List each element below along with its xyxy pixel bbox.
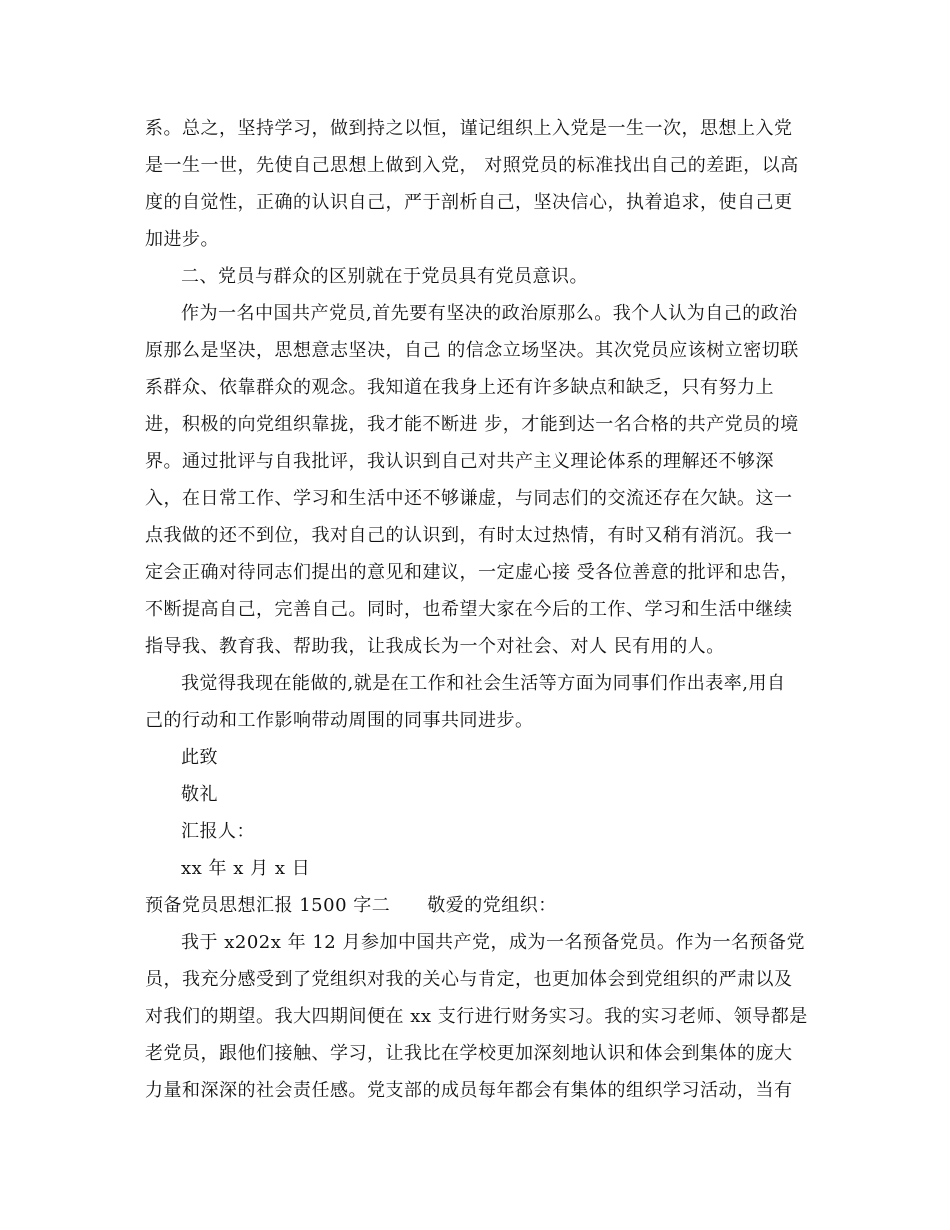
text-line: 系。总之，坚持学习，做到持之以恒，谨记组织上入党是一生一次，思想上入党 bbox=[145, 118, 793, 139]
section-heading: 二、党员与群众的区别就在于党员具有党员意识。 bbox=[181, 266, 588, 287]
report-date: xx 年 x 月 x 日 bbox=[181, 858, 311, 879]
text-line: 加进步。 bbox=[145, 229, 219, 250]
text-line: 进，积极的向党组织靠拢，我才能不断进 步，才能到达一名合格的共产党员的境 bbox=[145, 414, 799, 435]
text-line: 己的行动和工作影响带动周围的同事共同进步。 bbox=[145, 710, 534, 731]
text-line: 系群众、依靠群众的观念。我知道在我身上还有许多缺点和缺乏，只有努力上 bbox=[145, 377, 774, 398]
text-line: 原那么是坚决，思想意志坚决，自己 的信念立场坚决。其次党员应该树立密切联 bbox=[145, 340, 799, 361]
text-line: 定会正确对待同志们提出的意见和建议，一定虚心接 受各位善意的批评和忠告， bbox=[145, 562, 799, 583]
text-line: 员，我充分感受到了党组织对我的关心与肯定，也更加体会到党组织的严肃以及 bbox=[145, 969, 793, 990]
text-line: 点我做的还不到位，我对自己的认识到，有时太过热情，有时又稍有消沉。我一 bbox=[145, 525, 793, 546]
text-line: 指导我、教育我、帮助我，让我成长为一个对社会、对人 民有用的人。 bbox=[145, 636, 725, 657]
text-line: 老党员，跟他们接触、学习，让我比在学校更加深刻地认识和体会到集体的庞大 bbox=[145, 1043, 793, 1064]
text-line: 界。通过批评与自我批评，我认识到自己对共产主义理论体系的理解还不够深 bbox=[145, 451, 774, 472]
text-line: 不断提高自己，完善自己。同时，也希望大家在今后的工作、学习和生活中继续 bbox=[145, 599, 793, 620]
text-line: 度的自觉性，正确的认识自己，严于剖析自己，坚决信心，执着追求，使自己更 bbox=[145, 192, 793, 213]
text-line: 作为一名中国共产党员,首先要有坚决的政治原那么。我个人认为自己的政治 bbox=[181, 303, 798, 324]
text-line: 对我们的期望。我大四期间便在 xx 支行进行财务实习。我的实习老师、领导都是 bbox=[145, 1006, 808, 1027]
reporter-label: 汇报人： bbox=[181, 821, 255, 842]
closing-regards: 敬礼 bbox=[181, 784, 218, 805]
text-line: 我于 x202x 年 12 月参加中国共产党，成为一名预备党员。作为一名预备党 bbox=[181, 932, 805, 953]
text-line: 我觉得我现在能做的,就是在工作和社会生活等方面为同事们作出表率,用自 bbox=[181, 673, 786, 694]
text-line: 力量和深深的社会责任感。党支部的成员每年都会有集体的组织学习活动，当有 bbox=[145, 1080, 793, 1101]
text-line: 入，在日常工作、学习和生活中还不够谦虚，与同志们的交流还存在欠缺。这一 bbox=[145, 488, 793, 509]
report-title: 预备党员思想汇报 1500 字二 敬爱的党组织： bbox=[145, 895, 557, 916]
closing-salutation: 此致 bbox=[181, 747, 218, 768]
text-line: 是一生一世，先使自己思想上做到入党， 对照党员的标准找出自己的差距，以高 bbox=[145, 155, 799, 176]
